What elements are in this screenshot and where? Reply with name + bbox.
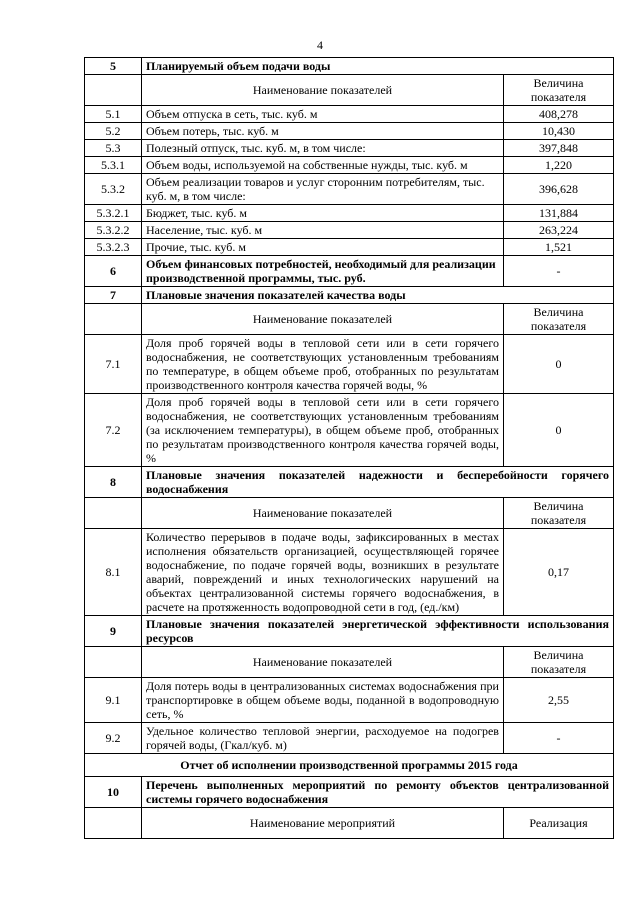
header-name: Наименование показателей [142, 75, 504, 106]
header-name: Наименование показателей [142, 304, 504, 335]
table-row: 5.3.2 Объем реализации товаров и услуг сторонним потребителям, тыс. куб. м, в том числе: 396,628 [85, 174, 614, 205]
section-number: 9 [85, 616, 142, 647]
section-title: Плановые значения показателей энергетической эффективности использования ресурсов [142, 616, 614, 647]
table-row: 9.1 Доля потерь воды в централизованных системах водоснабжения при транспортировке в общем объеме воды, поданной в водопроводную сеть, % 2,55 [85, 678, 614, 723]
table-row: 9.2 Удельное количество тепловой энергии, расходуемое на подогрев горячей воды, (Гкал/куб. м) - [85, 723, 614, 754]
header-value: Величина показателя [503, 498, 613, 529]
section-title: Плановые значения показателей надежности и бесперебойности горячего водоснабжения [142, 467, 614, 498]
section-title: Планируемый объем подачи воды [142, 58, 614, 75]
header-value: Реализация [503, 808, 613, 839]
table-row: 5.2 Объем потерь, тыс. куб. м 10,430 [85, 123, 614, 140]
header-value: Величина показателя [503, 75, 613, 106]
table-row: 6 Объем финансовых потребностей, необходимый для реализации производственной программы, тыс. руб. - [85, 256, 614, 287]
table-row: 7.1 Доля проб горячей воды в тепловой сети или в сети горячего водоснабжения, не соответствующих установленным требованиям по температуре, в общем объеме проб, отобранных по результатам производственного контроля качества горячей воды, % 0 [85, 335, 614, 394]
table-row: 7.2 Доля проб горячей воды в тепловой сети или в сети горячего водоснабжения, не соответствующих установленным требованиям (за исключением температуры), в общем объеме проб, отобранных по результатам производственного контроля качества горячей воды, % 0 [85, 394, 614, 467]
section-number: 7 [85, 287, 142, 304]
section-title: Перечень выполненных мероприятий по ремонту объектов централизованной системы горячего водоснабжения [142, 777, 614, 808]
header-value: Величина показателя [503, 647, 613, 678]
table-row: 5.3.2.3 Прочие, тыс. куб. м 1,521 [85, 239, 614, 256]
header-name: Наименование показателей [142, 498, 504, 529]
table-row: 5.3.1 Объем воды, используемой на собственные нужды, тыс. куб. м 1,220 [85, 157, 614, 174]
table-row: 5.3.2.2 Население, тыс. куб. м 263,224 [85, 222, 614, 239]
section-title: Плановые значения показателей качества воды [142, 287, 614, 304]
page-number: 4 [317, 38, 323, 52]
report-title: Отчет об исполнении производственной программы 2015 года [85, 754, 614, 777]
section-number: 5 [85, 58, 142, 75]
table-row: 5.3.2.1 Бюджет, тыс. куб. м 131,884 [85, 205, 614, 222]
table-row: 5.3 Полезный отпуск, тыс. куб. м, в том числе: 397,848 [85, 140, 614, 157]
header-value: Величина показателя [503, 304, 613, 335]
header-name: Наименование мероприятий [142, 808, 504, 839]
header-name: Наименование показателей [142, 647, 504, 678]
indicators-table [84, 57, 614, 839]
section-title: Объем финансовых потребностей, необходимый для реализации производственной программы, тыс. руб. [142, 256, 504, 287]
table-row: 5.1 Объем отпуска в сеть, тыс. куб. м 408,278 [85, 106, 614, 123]
section-number: 6 [85, 256, 142, 287]
section-number: 10 [85, 777, 142, 808]
section-number: 8 [85, 467, 142, 498]
table-row: 8.1 Количество перерывов в подаче воды, зафиксированных в местах исполнения обязательств организацией, осуществляющей горячее водоснабжение, по подаче горячей воды, возникших в результате аварий, повреждений и иных технологических нарушений на объектах централизованной системы горячего водоснабжения, в расчете на протяженность водопроводной сети в год, (ед./км) 0,17 [85, 529, 614, 616]
